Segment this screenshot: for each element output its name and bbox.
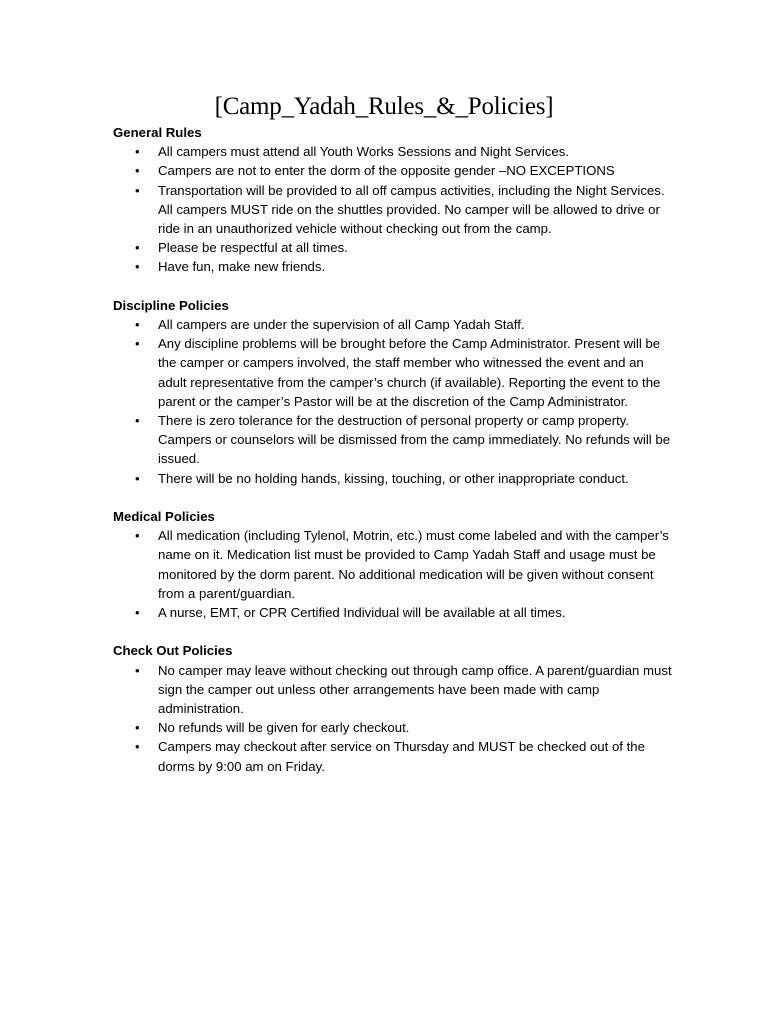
section-check-out-policies	[113, 641, 673, 775]
list-item-text: There will be no holding hands, kissing, touching, or other inappropriate conduct.	[158, 470, 629, 486]
section-general-rules	[113, 123, 673, 277]
rules-list	[113, 661, 673, 776]
bullet-icon: •	[135, 163, 140, 179]
rules-list	[113, 526, 673, 622]
document-body	[113, 123, 673, 776]
section-heading: General Rules	[113, 125, 202, 140]
bullet-icon: •	[135, 259, 140, 275]
section-medical-policies	[113, 507, 673, 622]
list-item	[113, 603, 673, 622]
list-item	[113, 181, 673, 239]
list-item-text: No refunds will be given for early checkout.	[158, 720, 410, 736]
rules-list	[113, 315, 673, 488]
list-item	[113, 411, 673, 469]
list-item	[113, 334, 673, 411]
section-heading: Medical Policies	[113, 509, 215, 524]
list-item	[113, 737, 673, 775]
section-heading: Check Out Policies	[113, 643, 233, 659]
section-heading: Discipline Policies	[113, 297, 229, 313]
list-item-text: Please be respectful at all times.	[158, 240, 348, 256]
bullet-icon: •	[135, 182, 140, 198]
list-item-text: Have fun, make new friends.	[158, 259, 326, 275]
bullet-icon: •	[135, 605, 140, 620]
list-item	[113, 238, 673, 257]
bullet-icon: •	[135, 528, 140, 544]
list-item-text: There is zero tolerance for the destruction of personal property or camp property. Campers or counselors will be dismissed from the camp immediately. No refunds will be issued.	[158, 413, 671, 467]
list-item-text: A nurse, EMT, or CPR Certified Individual will be available at all times.	[158, 605, 566, 620]
list-item-text: No camper may leave without checking out through camp office. A parent/guardian must sign the camper out unless other arrangements have been made with camp administration.	[158, 662, 672, 716]
bullet-icon: •	[135, 413, 140, 428]
bullet-icon: •	[135, 470, 140, 486]
list-item-text: Transportation will be provided to all off campus activities, including the Night Services. All campers MUST ride on the shuttles provided. No camper will be allowed to drive or ride in an unauthorized vehicle without checking out from the camp.	[158, 182, 665, 236]
rules-list	[113, 142, 673, 276]
list-item-text: Campers may checkout after service on Thursday and MUST be checked out of the dorms by 9:00 am on Friday.	[158, 739, 645, 774]
list-item	[113, 142, 673, 161]
bullet-icon: •	[135, 316, 140, 332]
list-item	[113, 315, 673, 334]
bullet-icon: •	[135, 739, 140, 755]
bullet-icon: •	[135, 144, 140, 160]
list-item-text: All campers are under the supervision of all Camp Yadah Staff.	[158, 316, 525, 332]
bullet-icon: •	[135, 662, 140, 678]
list-item-text: All campers must attend all Youth Works Sessions and Night Services.	[158, 144, 569, 160]
bullet-icon: •	[135, 336, 140, 352]
list-item	[113, 161, 673, 180]
list-item-text: Any discipline problems will be brought before the Camp Administrator. Present will be the camper or campers involved, the staff member who witnessed the event and an adult representative from the camper’s church (if available). Reporting the event to the parent or the camper’s Pastor will be at the discretion of the Camp Administrator.	[158, 336, 661, 409]
document-title: [Camp_Yadah_Rules_&_Policies]	[214, 93, 554, 120]
bullet-icon: •	[135, 240, 140, 256]
list-item	[113, 257, 673, 276]
list-item	[113, 469, 673, 488]
list-item-text: All medication (including Tylenol, Motrin, etc.) must come labeled and with the camper’s name on it. Medication list must be provided to Camp Yadah Staff and usage must be monitored by the dorm parent. No additional medication will be given without consent from a parent/guardian.	[158, 528, 669, 601]
list-item-text: Campers are not to enter the dorm of the opposite gender –NO EXCEPTIONS	[158, 163, 615, 179]
list-item	[113, 526, 673, 603]
list-item	[113, 718, 673, 737]
list-item	[113, 661, 673, 719]
section-discipline-policies	[113, 296, 673, 488]
bullet-icon: •	[135, 720, 140, 736]
